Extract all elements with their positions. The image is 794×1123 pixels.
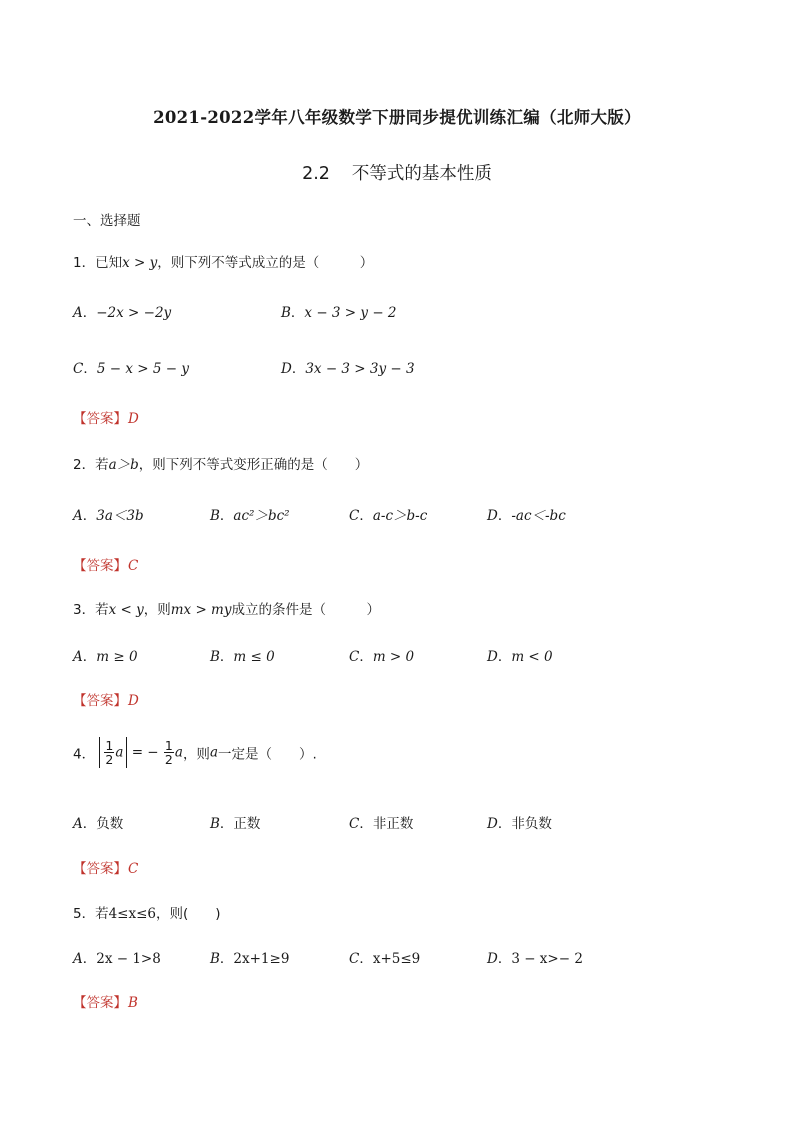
text-option_separator: ． xyxy=(359,508,373,524)
text-questions-3-options-0-key: A xyxy=(73,816,83,832)
text-questions-3-options-0-text: 负数 xyxy=(96,816,124,832)
part-heading: 一、选择题 xyxy=(73,213,141,229)
question-1-option-a xyxy=(73,301,171,321)
text-questions-2-options-1-text: m ≤ 0 xyxy=(233,649,275,665)
text-questions-4-options-0-key: A xyxy=(73,951,83,967)
question-2-option-a xyxy=(73,504,144,524)
text-questions-1-options-1-text: ac²＞bc² xyxy=(233,508,290,524)
text-questions-1-options-3-key: D xyxy=(487,508,498,524)
text-questions-4-options-0-text: 2x − 1>8 xyxy=(96,951,161,967)
question-5-option-a xyxy=(73,947,161,967)
text-questions-2-options-1-key: B xyxy=(210,649,220,665)
text-questions-4-stem_prefix: 5．若 xyxy=(73,906,109,922)
question-5-stem xyxy=(73,902,221,922)
question-3-option-b xyxy=(210,645,275,665)
text-questions-0-answer: D xyxy=(128,411,139,427)
question-1-option-d xyxy=(281,357,415,377)
fraction-half xyxy=(104,739,114,766)
question-4-option-a xyxy=(73,812,123,832)
text-questions-0-answer_label: 【答案】 xyxy=(73,411,127,427)
text-questions-4-options-1-text: 2x+1≥9 xyxy=(233,951,290,967)
text-questions-1-stem_math: a＞b xyxy=(108,457,139,473)
text-option_separator: ． xyxy=(82,951,97,967)
text-questions-2-stem_math2: mx > my xyxy=(170,602,232,618)
question-4-option-d xyxy=(487,812,552,832)
text-questions-3-var: a xyxy=(115,744,124,761)
text-questions-0-options-2-key: C xyxy=(73,361,84,377)
question-1-math: x > y xyxy=(122,255,158,271)
question-3-stem xyxy=(73,598,380,618)
text-option_separator: ． xyxy=(219,508,234,524)
question-3-answer xyxy=(73,689,139,709)
text-questions-4-options-3-key: D xyxy=(487,951,498,967)
text-option_separator: ． xyxy=(219,816,234,832)
text-questions-3-equals: = − xyxy=(131,744,159,761)
text-questions-3-var: a xyxy=(174,744,183,761)
question-1-suffix: ，则下列不等式成立的是（ ） xyxy=(157,255,374,271)
text-questions-3-answer_label: 【答案】 xyxy=(73,861,127,877)
text-questions-4-options-2-key: C xyxy=(349,951,360,967)
question-2-option-b xyxy=(210,504,290,524)
text-questions-3-stem_prefix: 4． xyxy=(73,746,96,763)
text-questions-4-options-2-text: x+5≤9 xyxy=(372,951,421,967)
text-option_separator: ． xyxy=(82,305,97,321)
text-questions-1-options-0-text: 3a＜3b xyxy=(96,508,144,524)
text-questions-4-stem_math: 4≤x≤6 xyxy=(108,906,157,922)
text-questions-2-stem_prefix: 3．若 xyxy=(73,602,109,618)
text-questions-1-options-3-text: -ac＜-bc xyxy=(511,508,566,524)
text-questions-0-options-1-key: B xyxy=(281,305,291,321)
question-1-option-b xyxy=(281,301,397,321)
question-5-answer xyxy=(73,991,138,1011)
text-questions-2-stem_mid: ，则 xyxy=(143,602,171,618)
text-questions-2-options-2-key: C xyxy=(349,649,360,665)
question-1-prefix: 1．已知 xyxy=(73,255,123,271)
text-questions-1-answer_label: 【答案】 xyxy=(73,558,127,574)
question-3-option-a xyxy=(73,645,138,665)
question-3-option-c xyxy=(349,645,414,665)
text-option_separator: ． xyxy=(82,816,97,832)
question-5-option-b xyxy=(210,947,289,967)
text-option_separator: ． xyxy=(290,305,305,321)
question-2-stem xyxy=(73,453,368,473)
text-questions-1-stem_suffix: ，则下列不等式变形正确的是（ ） xyxy=(138,457,369,473)
text-questions-3-frac_den: 2 xyxy=(164,752,173,768)
text-option_separator: ． xyxy=(497,816,512,832)
question-5-option-c xyxy=(349,947,420,967)
text-questions-4-options-3-text: 3 − x>− 2 xyxy=(511,951,583,967)
text-questions-0-options-3-text: 3x − 3 > 3y − 3 xyxy=(305,361,415,377)
section-title xyxy=(0,160,794,185)
text-questions-4-stem_suffix: ，则( ) xyxy=(156,906,221,922)
question-1-stem xyxy=(73,251,373,271)
text-option_separator: ． xyxy=(82,649,97,665)
question-2-option-c xyxy=(349,504,427,524)
text-questions-0-options-0-key: A xyxy=(73,305,83,321)
text-questions-3-options-2-text: 非正数 xyxy=(372,816,414,832)
text-questions-1-options-1-key: B xyxy=(210,508,220,524)
text-option_separator: ． xyxy=(219,951,234,967)
question-3-option-d xyxy=(487,645,553,665)
text-questions-2-options-0-text: m ≥ 0 xyxy=(96,649,138,665)
text-questions-0-options-2-text: 5 − x > 5 − y xyxy=(96,361,189,377)
text-questions-2-stem_math: x < y xyxy=(108,602,144,618)
question-4-answer xyxy=(73,857,138,877)
text-questions-3-options-1-key: B xyxy=(210,816,220,832)
question-2-option-d xyxy=(487,504,566,524)
question-2-answer xyxy=(73,554,138,574)
text-questions-2-options-0-key: A xyxy=(73,649,83,665)
text-option_separator: ． xyxy=(359,951,373,967)
text-questions-4-options-1-key: B xyxy=(210,951,220,967)
text-questions-3-frac_num: 1 xyxy=(105,738,114,753)
text-questions-2-answer: D xyxy=(128,693,139,709)
text-questions-3-var: a xyxy=(209,744,218,761)
question-1-answer xyxy=(73,407,139,427)
text-questions-0-options-0-text: −2x > −2y xyxy=(96,305,172,321)
text-questions-1-options-2-key: C xyxy=(349,508,360,524)
text-questions-2-options-2-text: m > 0 xyxy=(372,649,415,665)
text-questions-2-options-3-key: D xyxy=(487,649,498,665)
section-number: 2.2 xyxy=(302,164,330,184)
text-questions-2-answer_label: 【答案】 xyxy=(73,693,127,709)
absolute-value-expression xyxy=(99,737,127,768)
text-option_separator: ． xyxy=(83,361,97,377)
text-questions-3-options-3-text: 非负数 xyxy=(511,816,552,832)
text-questions-3-frac_num: 1 xyxy=(164,738,173,753)
text-questions-2-stem_suffix: 成立的条件是（ ） xyxy=(231,602,380,618)
question-5-option-d xyxy=(487,947,583,967)
text-questions-3-stem_suffix_b: 一定是（ ）. xyxy=(218,746,317,763)
text-questions-0-options-1-text: x − 3 > y − 2 xyxy=(304,305,397,321)
section-name: 不等式的基本性质 xyxy=(351,164,492,184)
text-questions-1-stem_prefix: 2．若 xyxy=(73,457,109,473)
text-questions-2-options-3-text: m < 0 xyxy=(511,649,553,665)
text-option_separator: ． xyxy=(219,649,234,665)
fraction-half-rhs xyxy=(164,739,174,766)
question-4-option-b xyxy=(210,812,260,832)
text-questions-3-options-1-text: 正数 xyxy=(233,816,261,832)
text-questions-1-options-2-text: a-c＞b-c xyxy=(372,508,428,524)
text-questions-3-frac_den: 2 xyxy=(105,752,114,768)
text-option_separator: ． xyxy=(497,508,512,524)
document-title: 2021-2022学年八年级数学下册同步提优训练汇编（北师大版） xyxy=(153,108,641,127)
question-4-stem xyxy=(73,737,317,768)
text-option_separator: ． xyxy=(497,951,512,967)
text-option_separator: ． xyxy=(359,649,373,665)
question-4-option-c xyxy=(349,812,413,832)
text-option_separator: ． xyxy=(291,361,306,377)
text-questions-1-options-0-key: A xyxy=(73,508,83,524)
text-questions-3-options-3-key: D xyxy=(487,816,498,832)
text-questions-4-answer_label: 【答案】 xyxy=(73,995,127,1011)
text-option_separator: ． xyxy=(497,649,512,665)
text-questions-4-answer: B xyxy=(128,995,138,1011)
text-option_separator: ． xyxy=(82,508,97,524)
text-option_separator: ． xyxy=(359,816,373,832)
text-questions-3-options-2-key: C xyxy=(349,816,360,832)
text-questions-0-options-3-key: D xyxy=(281,361,292,377)
question-1-option-c xyxy=(73,357,189,377)
text-questions-3-answer: C xyxy=(128,861,139,877)
text-questions-3-stem_suffix_a: ，则 xyxy=(182,746,210,763)
text-questions-1-answer: C xyxy=(128,558,139,574)
